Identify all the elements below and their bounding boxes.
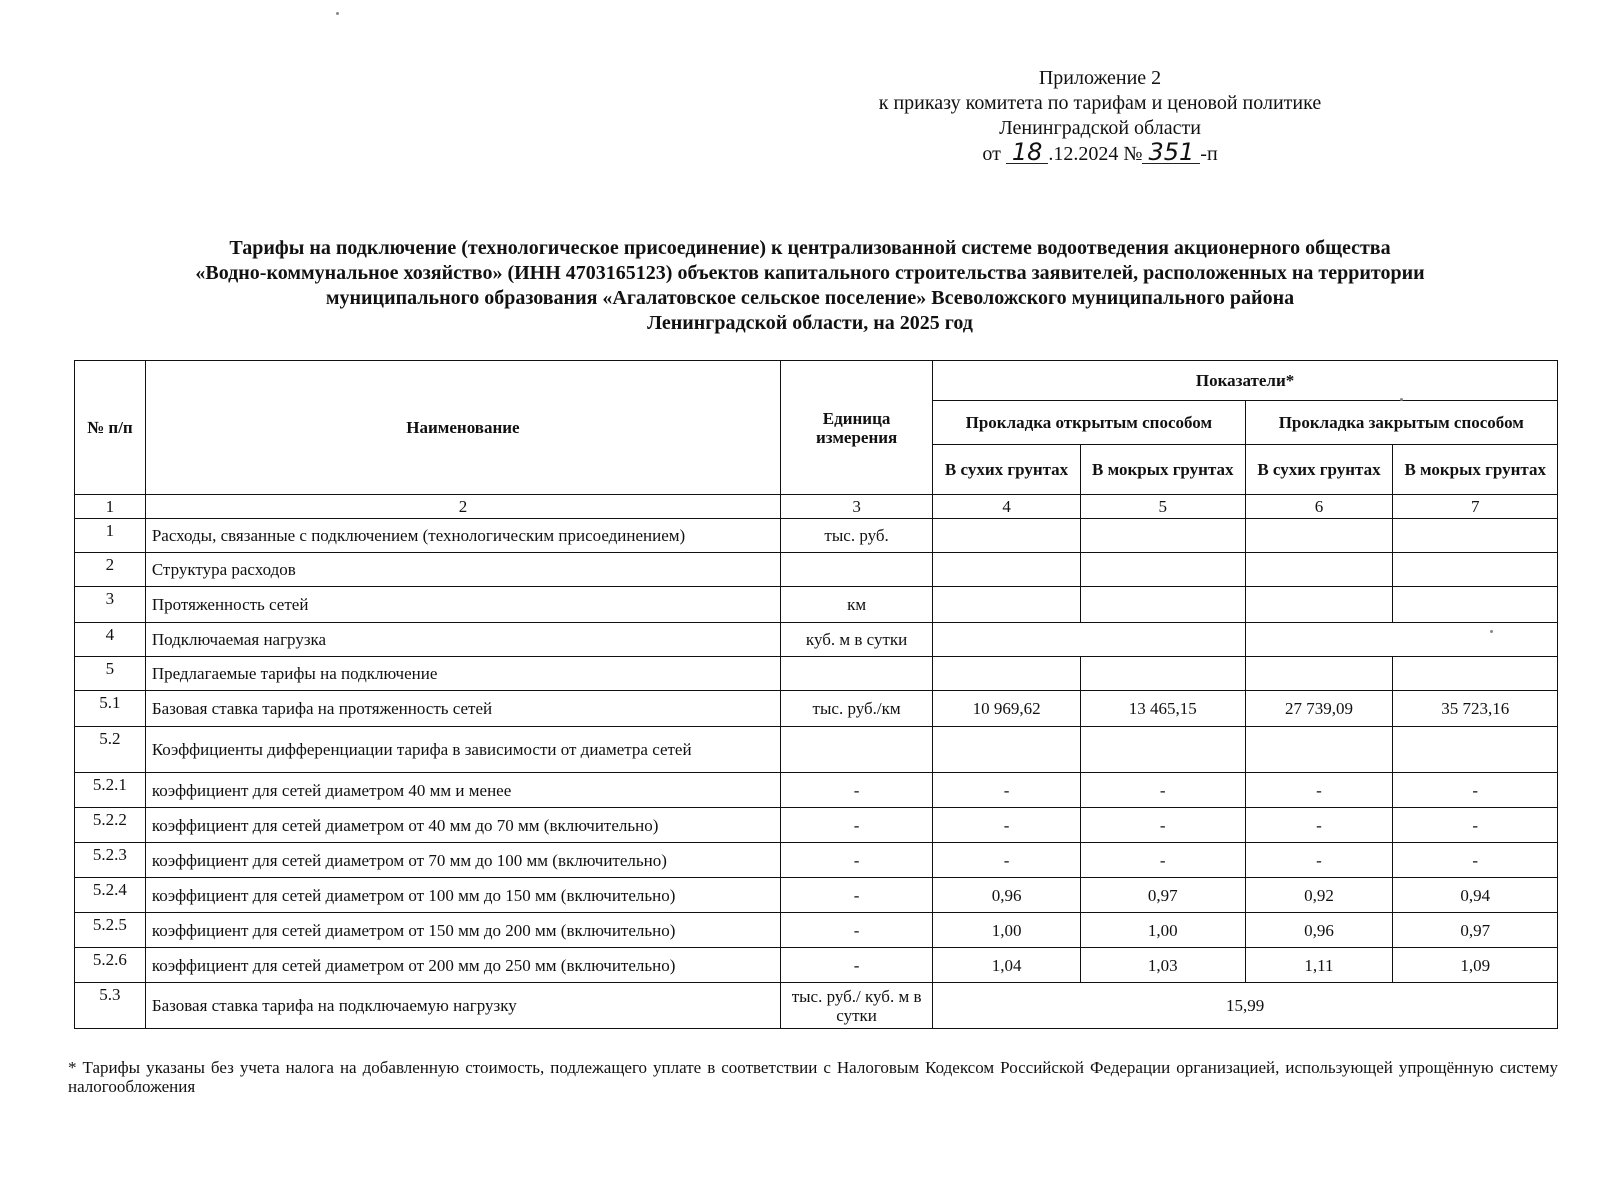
- row-num: 2: [75, 553, 146, 587]
- row-value: [1081, 587, 1246, 623]
- row-value: 0,96: [933, 878, 1081, 913]
- row-value: -: [1081, 808, 1246, 843]
- row-name: Структура расходов: [145, 553, 780, 587]
- header-closed-wet: В мокрых грунтах: [1393, 445, 1558, 495]
- row-num: 5.2: [75, 727, 146, 773]
- row-value: [933, 519, 1081, 553]
- table-row: [75, 878, 1558, 913]
- row-value: [1393, 727, 1558, 773]
- header-indicators: Показатели*: [933, 361, 1558, 401]
- row-name: коэффициент для сетей диаметром от 40 мм до 70 мм (включительно): [145, 808, 780, 843]
- table-row: [75, 691, 1558, 727]
- header-num: № п/п: [75, 361, 146, 495]
- row-unit: -: [781, 878, 933, 913]
- row-value: -: [933, 773, 1081, 808]
- row-value: [1081, 657, 1246, 691]
- row-num: 5.1: [75, 691, 146, 727]
- table-row: [75, 553, 1558, 587]
- title-line-1: Тарифы на подключение (технологическое присоединение) к централизованной системе водоотведения акционерного общества: [229, 237, 1391, 259]
- row-unit: -: [781, 948, 933, 983]
- row-value: 1,04: [933, 948, 1081, 983]
- row-value: 27 739,09: [1245, 691, 1393, 727]
- table-row: [75, 657, 1558, 691]
- row-value: [933, 623, 1245, 657]
- title-line-4: Ленинградской области, на 2025 год: [647, 312, 973, 334]
- row-value: -: [1393, 843, 1558, 878]
- row-value: 15,99: [933, 983, 1558, 1029]
- row-value: [1245, 587, 1393, 623]
- row-unit: куб. м в сутки: [781, 623, 933, 657]
- table-body: [75, 519, 1558, 1029]
- table-header: [75, 361, 1558, 519]
- row-unit: тыс. руб./ куб. м в сутки: [781, 983, 933, 1029]
- row-value: [1393, 587, 1558, 623]
- row-unit: тыс. руб./км: [781, 691, 933, 727]
- row-value: 1,00: [933, 913, 1081, 948]
- row-num: 4: [75, 623, 146, 657]
- header-open-wet: В мокрых грунтах: [1081, 445, 1246, 495]
- row-value: [1393, 553, 1558, 587]
- table-row: [75, 808, 1558, 843]
- order-reference: к приказу комитета по тарифам и ценовой политике: [878, 92, 1322, 114]
- row-value: [1081, 553, 1246, 587]
- row-unit: [781, 727, 933, 773]
- row-value: [933, 587, 1081, 623]
- col-number: 4: [933, 495, 1081, 519]
- row-value: 0,96: [1245, 913, 1393, 948]
- row-unit: км: [781, 587, 933, 623]
- row-value: -: [1081, 843, 1246, 878]
- row-value: 0,92: [1245, 878, 1393, 913]
- row-value: 1,00: [1081, 913, 1246, 948]
- col-number: 2: [145, 495, 780, 519]
- row-num: 5.2.5: [75, 913, 146, 948]
- row-num: 5: [75, 657, 146, 691]
- handwritten-number: 351: [1142, 141, 1200, 164]
- footnote: * Тарифы указаны без учета налога на добавленную стоимость, подлежащего уплате в соответствии с Налоговым Кодексом Российской Федерации организацией, использующей упрощённую систему налогообложения: [68, 1058, 1558, 1096]
- tariff-table: [74, 360, 1558, 1029]
- row-value: [1245, 727, 1393, 773]
- row-value: -: [1393, 773, 1558, 808]
- row-value: [1393, 657, 1558, 691]
- date-rest: .12.2024 №: [1048, 143, 1143, 165]
- row-num: 5.2.4: [75, 878, 146, 913]
- row-value: -: [933, 843, 1081, 878]
- col-number: 6: [1245, 495, 1393, 519]
- scan-speck: [336, 12, 339, 15]
- header-closed-dry: В сухих грунтах: [1245, 445, 1393, 495]
- row-value: -: [1245, 808, 1393, 843]
- row-value: -: [1245, 843, 1393, 878]
- row-value: -: [1081, 773, 1246, 808]
- row-value: [933, 727, 1081, 773]
- row-name: Базовая ставка тарифа на протяженность сетей: [145, 691, 780, 727]
- row-name: коэффициент для сетей диаметром 40 мм и менее: [145, 773, 780, 808]
- order-suffix: -п: [1200, 143, 1218, 165]
- row-num: 5.2.6: [75, 948, 146, 983]
- row-unit: -: [781, 913, 933, 948]
- row-unit: -: [781, 843, 933, 878]
- appendix-label: Приложение 2: [1038, 67, 1162, 89]
- row-name: Предлагаемые тарифы на подключение: [145, 657, 780, 691]
- row-num: 5.2.1: [75, 773, 146, 808]
- row-value: 0,94: [1393, 878, 1558, 913]
- row-value: [1081, 727, 1246, 773]
- table-row: [75, 519, 1558, 553]
- row-value: [933, 553, 1081, 587]
- order-date-line: [820, 138, 1380, 167]
- row-unit: -: [781, 773, 933, 808]
- document-title: [60, 236, 1560, 336]
- col-number: 3: [781, 495, 933, 519]
- scan-speck: [1400, 398, 1403, 401]
- row-name: коэффициент для сетей диаметром от 150 мм до 200 мм (включительно): [145, 913, 780, 948]
- col-number: 1: [75, 495, 146, 519]
- col-number: 5: [1081, 495, 1246, 519]
- row-value: 13 465,15: [1081, 691, 1246, 727]
- row-num: 3: [75, 587, 146, 623]
- row-value: [1081, 519, 1246, 553]
- row-value: -: [933, 808, 1081, 843]
- row-name: Расходы, связанные с подключением (технологическим присоединением): [145, 519, 780, 553]
- row-value: 1,11: [1245, 948, 1393, 983]
- table-row: [75, 948, 1558, 983]
- row-unit: [781, 657, 933, 691]
- row-value: -: [1393, 808, 1558, 843]
- row-value: 1,09: [1393, 948, 1558, 983]
- row-name: Протяженность сетей: [145, 587, 780, 623]
- row-num: 1: [75, 519, 146, 553]
- row-unit: [781, 553, 933, 587]
- row-name: Подключаемая нагрузка: [145, 623, 780, 657]
- table-row: [75, 727, 1558, 773]
- row-name: коэффициент для сетей диаметром от 100 мм до 150 мм (включительно): [145, 878, 780, 913]
- scan-speck: [1490, 630, 1493, 633]
- header-unit: Единица измерения: [781, 361, 933, 495]
- row-num: 5.2.3: [75, 843, 146, 878]
- row-name: Коэффициенты дифференциации тарифа в зависимости от диаметра сетей: [145, 727, 780, 773]
- title-line-3: муниципального образования «Агалатовское сельское поселение» Всеволожского муниципального района: [325, 287, 1295, 309]
- column-number-row: [75, 495, 1558, 519]
- table-row: [75, 843, 1558, 878]
- row-value: 10 969,62: [933, 691, 1081, 727]
- header-closed-method: Прокладка закрытым способом: [1245, 401, 1557, 445]
- header-name: Наименование: [145, 361, 780, 495]
- row-name: коэффициент для сетей диаметром от 200 мм до 250 мм (включительно): [145, 948, 780, 983]
- row-value: 0,97: [1393, 913, 1558, 948]
- col-number: 7: [1393, 495, 1558, 519]
- table-row: [75, 913, 1558, 948]
- row-num: 5.2.2: [75, 808, 146, 843]
- row-value: [1245, 553, 1393, 587]
- table-row: [75, 983, 1558, 1029]
- row-name: Базовая ставка тарифа на подключаемую нагрузку: [145, 983, 780, 1029]
- document-header: [820, 66, 1380, 167]
- row-value: [1245, 657, 1393, 691]
- table-row: [75, 623, 1558, 657]
- region-label: Ленинградской области: [999, 117, 1201, 139]
- row-value: [1245, 519, 1393, 553]
- handwritten-day: 18: [1006, 141, 1049, 164]
- row-value: 35 723,16: [1393, 691, 1558, 727]
- row-value: [1393, 519, 1558, 553]
- row-unit: тыс. руб.: [781, 519, 933, 553]
- table-row: [75, 773, 1558, 808]
- row-value: 1,03: [1081, 948, 1246, 983]
- header-open-dry: В сухих грунтах: [933, 445, 1081, 495]
- table-row: [75, 587, 1558, 623]
- row-unit: -: [781, 808, 933, 843]
- title-line-2: «Водно-коммунальное хозяйство» (ИНН 4703165123) объектов капитального строительства заявителей, расположенных на территории: [195, 262, 1425, 284]
- row-value: [933, 657, 1081, 691]
- row-num: 5.3: [75, 983, 146, 1029]
- date-prefix: от: [982, 143, 1001, 165]
- row-value: 0,97: [1081, 878, 1246, 913]
- header-open-method: Прокладка открытым способом: [933, 401, 1245, 445]
- row-value: [1245, 623, 1557, 657]
- row-name: коэффициент для сетей диаметром от 70 мм до 100 мм (включительно): [145, 843, 780, 878]
- row-value: -: [1245, 773, 1393, 808]
